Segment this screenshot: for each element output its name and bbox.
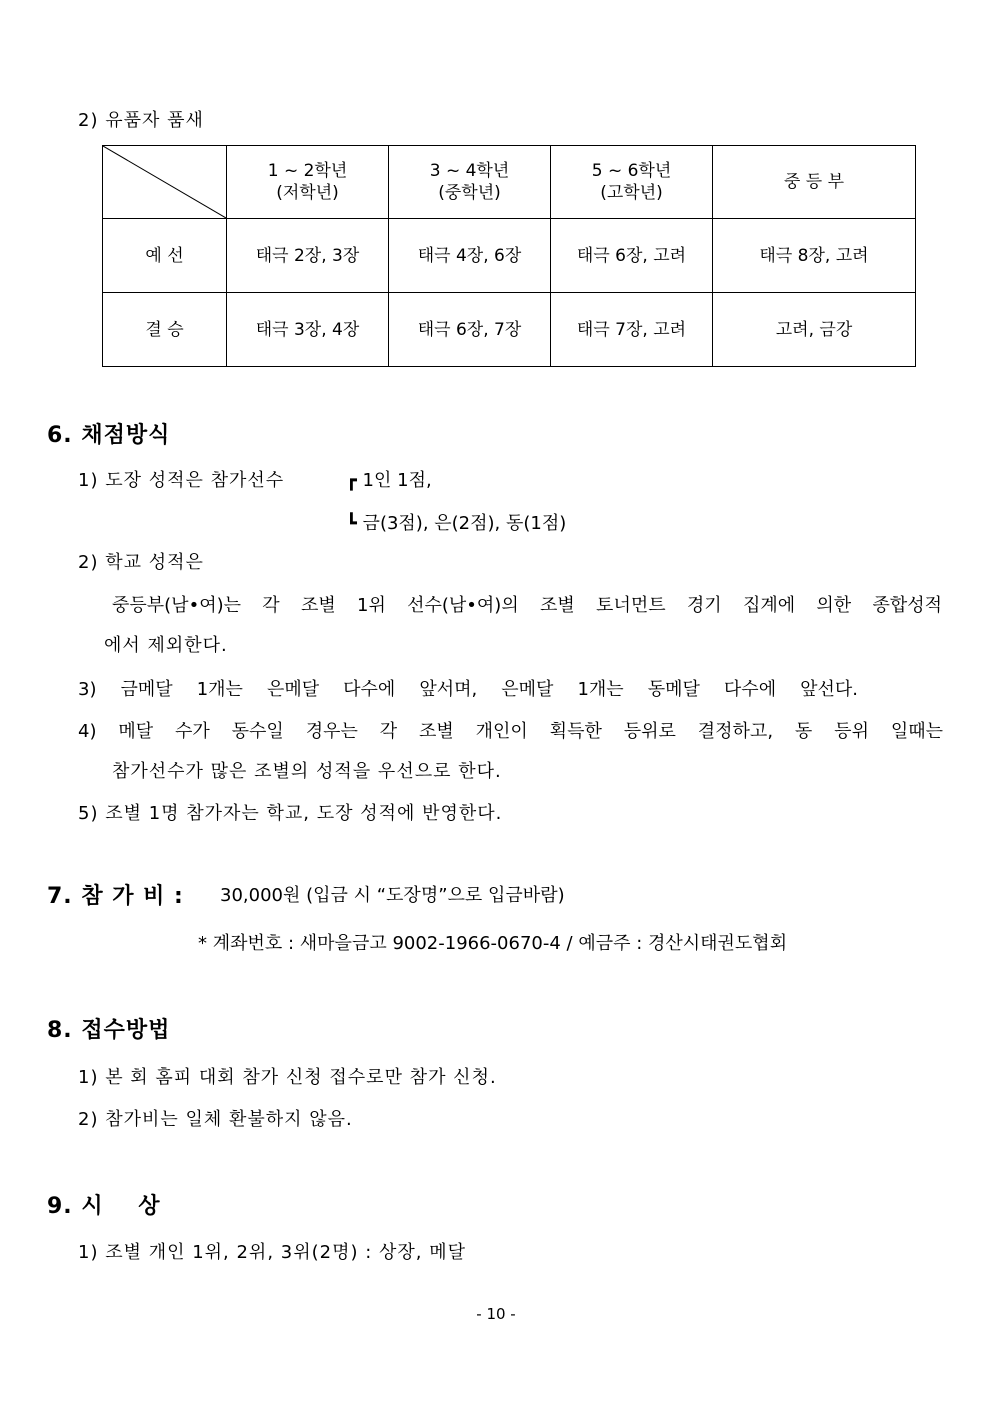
row-label: 결 승: [103, 293, 227, 367]
section-8-heading: 8. 접수방법: [47, 1018, 171, 1043]
column-header: 5 ~ 6학년 (고학년): [551, 146, 713, 219]
table-cell: 태극 4장, 6장: [389, 219, 551, 293]
scoring-item-4-cont: 참가선수가 많은 조별의 성적을 우선으로 한다.: [112, 761, 502, 782]
scoring-item-1: 1) 도장 성적은 참가선수: [78, 470, 285, 491]
registration-item-1: 1) 본 회 홈피 대회 참가 신청 접수로만 참가 신청.: [78, 1067, 497, 1088]
table-row: [103, 293, 916, 367]
awards-item-1: 1) 조별 개인 1위, 2위, 3위(2명) : 상장, 메달: [78, 1242, 466, 1263]
scoring-item-4: 4) 메달 수가 동수일 경우는 각 조별 개인이 획득한 등위로 결정하고, 동 등위 일때는: [78, 721, 943, 742]
scoring-item-2-body: 중등부(남•여)는 각 조별 1위 선수(남•여)의 조별 토너먼트 경기 집계에 의한 종합성적: [112, 595, 942, 616]
table-header-row: [103, 146, 916, 219]
column-header: 중 등 부: [713, 146, 916, 219]
scoring-item-5: 5) 조별 1명 참가자는 학교, 도장 성적에 반영한다.: [78, 803, 503, 824]
scoring-item-3: 3) 금메달 1개는 은메달 다수에 앞서며, 은메달 1개는 동메달 다수에 앞선다.: [78, 679, 858, 700]
section-9-heading: 9. 시 상: [47, 1194, 161, 1219]
table-cell: 고려, 금강: [713, 293, 916, 367]
scoring-item-1-line-a: ┏ 1인 1점,: [346, 470, 432, 491]
scoring-item-2: 2) 학교 성적은: [78, 552, 204, 573]
scoring-item-1-line-b: ┗ 금(3점), 은(2점), 동(1점): [346, 513, 567, 534]
column-header: 1 ~ 2학년 (저학년): [227, 146, 389, 219]
table-row: [103, 219, 916, 293]
column-header: 3 ~ 4학년 (중학년): [389, 146, 551, 219]
section-6-heading: 6. 채점방식: [47, 423, 171, 448]
section-7-heading: 7. 참 가 비 :: [47, 884, 184, 909]
scoring-item-2-body-cont: 에서 제외한다.: [104, 635, 228, 656]
diagonal-line: [103, 146, 226, 218]
row-label: 예 선: [103, 219, 227, 293]
table-cell: 태극 3장, 4장: [227, 293, 389, 367]
table-cell: 태극 6장, 고려: [551, 219, 713, 293]
table-cell: 태극 8장, 고려: [713, 219, 916, 293]
page-number: - 10 -: [476, 1305, 516, 1323]
table-cell: 태극 7장, 고려: [551, 293, 713, 367]
table-corner-cell: [103, 146, 227, 219]
bank-account: * 계좌번호 : 새마을금고 9002-1966-0670-4 / 예금주 : 경산시태권도협회: [198, 933, 788, 954]
registration-item-2: 2) 참가비는 일체 환불하지 않음.: [78, 1109, 353, 1130]
table-cell: 태극 6장, 7장: [389, 293, 551, 367]
poomsae-subheading: 2) 유품자 품새: [78, 110, 204, 131]
entry-fee: 30,000원 (입금 시 “도장명”으로 입금바람): [220, 885, 565, 906]
table-cell: 태극 2장, 3장: [227, 219, 389, 293]
poomsae-table: [102, 145, 916, 367]
